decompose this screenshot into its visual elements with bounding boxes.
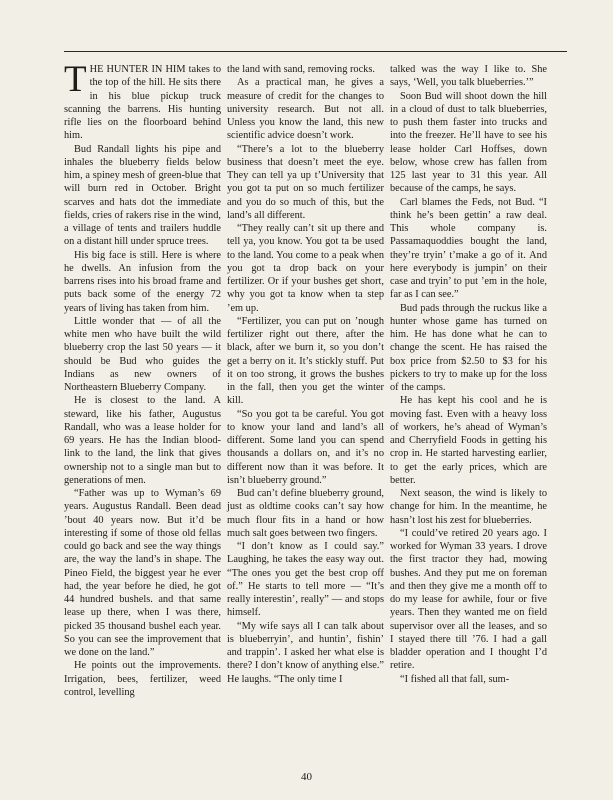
paragraph: Bud Randall lights his pipe and inhales the blueberry fields below him, a spiney mesh of green-blue that will burn red in October. Bright scarves and hats dot the immediate fields, cries of rakers rise in the wind, a village of tents and trailers huddle on a distant hill under spruce trees.: [64, 143, 221, 248]
paragraph: “Fertilizer, you can put on ’nough fertilizer right out there, after the black, after we burn it, so you don’t get a berry on it. It’s stickly stuff. Put it on too strong, it grows the bushes in the fall, then you get the winter kill.: [227, 315, 384, 407]
page-number: 40: [301, 771, 312, 783]
paragraph: “Father was up to Wyman’s 69 years. Augustus Randall. Been dead ’bout 40 years now. But it’d be interesting if some of those old fellas could go back and see the way things are, the way the land’s in shape. The Pineo Field, the biggest year he ever had, the year before he died, he got 44 hundred bushels. and that same lease up there, when I was there, picked 35 thousand bushel each year. So you can see the improvement that we done on the land.”: [64, 488, 221, 658]
paragraph: Next season, the wind is likely to change for him. In the meantime, he hasn’t lost his zest for blueberries.: [390, 488, 547, 526]
paragraph: talked was the way I like to. She says, ‘Well, you talk blueberries.’”: [390, 64, 547, 89]
top-rule: [64, 51, 567, 52]
column-1: [64, 59, 221, 699]
paragraph: “There’s a lot to the blueberry business that doesn’t meet the eye. They can tell ya up t’University that you got ta put on so much fertilizer and you do so much of this, but the land’s all different.: [227, 143, 384, 221]
paragraph: He is closest to the land. A steward, like his father, Augustus Randall, who was a lease holder for 69 years. He has the Indian blood-link to the land, the link that gives ownership not to a single man but to generations of men.: [64, 395, 221, 486]
paragraph: Soon Bud will shoot down the hill in a cloud of dust to talk blueberries, to push them faster into trucks and into the freezer. He’ll have to see his lease holder Carl Hoffses, down below, whose crew has fallen from 125 last year to 31 this year. All because of the camps, he says.: [390, 90, 547, 195]
column-3: [390, 63, 547, 686]
paragraph: “I don’t know as I could say.” Laughing, he takes the easy way out. “The ones you get the best crop off of.” He starts to tell more — “It’s really interestin’, really” — and stops himself.: [227, 541, 384, 619]
paragraph: “My wife says all I can talk about is blueberryin’, and huntin’, fishin’ and trappin’. I asked her what else is there? I don’t know of anything else.” He laughs. “The only time I: [227, 620, 384, 685]
drop-cap: T: [64, 59, 87, 100]
paragraph: Carl blames the Feds, not Bud. “I think he’s been gettin’ a raw deal. This whole company is. Passamaquoddies bought the land, they’re tryin’ t’make a go of it. And here everybody is jumpin’ on their case and tryin’ to put ’em in the hole, far as I can see.”: [390, 196, 547, 301]
paragraph: He has kept his cool and he is moving fast. Even with a heavy loss of workers, he’s ahead of Wyman’s and Cherryfield Foods in getting his crop in. He started harvesting earlier, to get the early prices, which are better.: [390, 395, 547, 486]
paragraph: Bud can’t define blueberry ground, just as oldtime cooks can’t say how much flour fits in a hand or how much salt goes between two fingers.: [227, 488, 384, 539]
column-2: [227, 63, 384, 686]
paragraph: His big face is still. Here is where he dwells. An infusion from the barrens rises into his broad frame and puts back some of the energy 72 years of living has taken from him.: [64, 249, 221, 314]
paragraph: “I fished all that fall, sum-: [400, 673, 510, 685]
paragraph: He points out the improvements. Irrigation, bees, fertilizer, weed control, levelling: [64, 660, 221, 698]
paragraph: As a practical man, he gives a measure of credit for the changes to university research. But not all. Unless you know the land, this new scientific advice doesn’t work.: [227, 77, 384, 142]
paragraph: the land with sand, removing rocks.: [227, 64, 375, 75]
paragraph: “I could’ve retired 20 years ago. I worked for Wyman 33 years. I drove the first tractor they had, mowing bushes. And they put me on foreman and then they give me a month off to do my lease for awhile, four or five years. Then they wanted me on field supervisor over all the leases, and so I stayed there till ’76. I had a gall bladder operation and I thought I’d retire.: [390, 527, 547, 672]
paragraph: Bud pads through the ruckus like a hunter whose game has turned on him. He has done what he can to change the scent. He has raised the box price from $2.50 to $3 for his pickers to try to make up for the loss of the camps.: [390, 302, 547, 393]
lead-smallcaps: HE HUNTER IN HIM: [89, 64, 186, 75]
lead-paragraph: [64, 59, 221, 143]
lead-text: takes to the top of the hill. He sits there in his blue pickup truck scanning the barrens. His hunting rifle lies on the floorboard behind him.: [64, 64, 221, 142]
paragraph: “So you got ta be careful. You got to know your land and land’s all different. Some land you can spend thousands a dollars on, and it’s no different now than it was before. It isn’t blueberry ground.”: [227, 408, 384, 486]
paragraph: “They really can’t sit up there and tell ya, you know. You got ta be used to the land. You come to a peak when you got ta drop back on your fertilizer. Or if your bushes get short, why you got ta know when ta step ’em up.: [227, 223, 384, 314]
paragraph: Little wonder that — of all the white men who have built the wild blueberry crop the last 50 years — it should be Bud who guides the Indians as new owners of Northeastern Blueberry Company.: [64, 315, 221, 393]
